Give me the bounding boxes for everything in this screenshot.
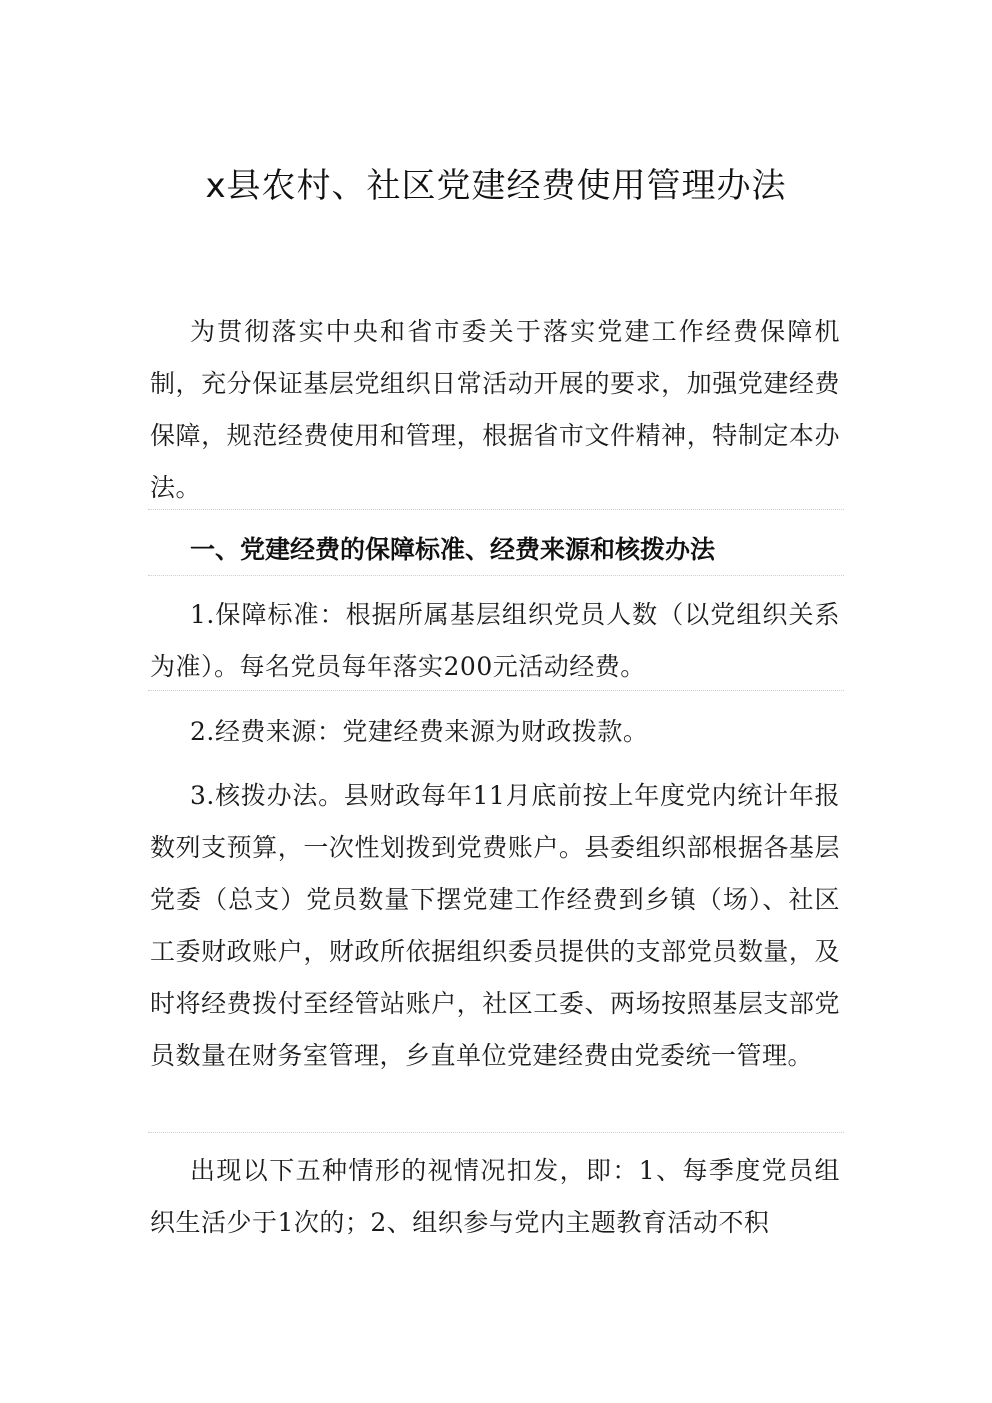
divider <box>148 1132 844 1133</box>
divider <box>148 509 844 510</box>
item-allocation-method: 3.核拨办法。县财政每年11月底前按上年度党内统计年报数列支预算，一次性划拨到党费账户。县委组织部根据各基层党委（总支）党员数量下摆党建工作经费到乡镇（场）、社区工委财政账户，财政所依据组织委员提供的支部党员数量，及时将经费拨付至经管站账户，社区工委、两场按照基层支部党员数量在财务室管理，乡直单位党建经费由党委统一管理。 <box>150 781 840 1070</box>
divider <box>148 575 844 576</box>
item-funding-source: 2.经费来源：党建经费来源为财政拨款。 <box>190 717 649 746</box>
intro-paragraph: 为贯彻落实中央和省市委关于落实党建工作经费保障机制，充分保证基层党组织日常活动开展的要求，加强党建经费保障，规范经费使用和管理，根据省市文件精神，特制定本办法。 <box>150 317 840 502</box>
deduction-paragraph: 出现以下五种情形的视情况扣发，即：1、每季度党员组织生活少于1次的；2、组织参与党内主题教育活动不积 <box>150 1156 840 1237</box>
section-heading: 一、党建经费的保障标准、经费来源和核拨办法 <box>190 535 716 564</box>
document-title: x县农村、社区党建经费使用管理办法 <box>205 166 787 206</box>
divider <box>148 690 844 691</box>
item-guarantee-standard: 1.保障标准：根据所属基层组织党员人数（以党组织关系为准）。每名党员每年落实200元活动经费。 <box>150 600 840 681</box>
